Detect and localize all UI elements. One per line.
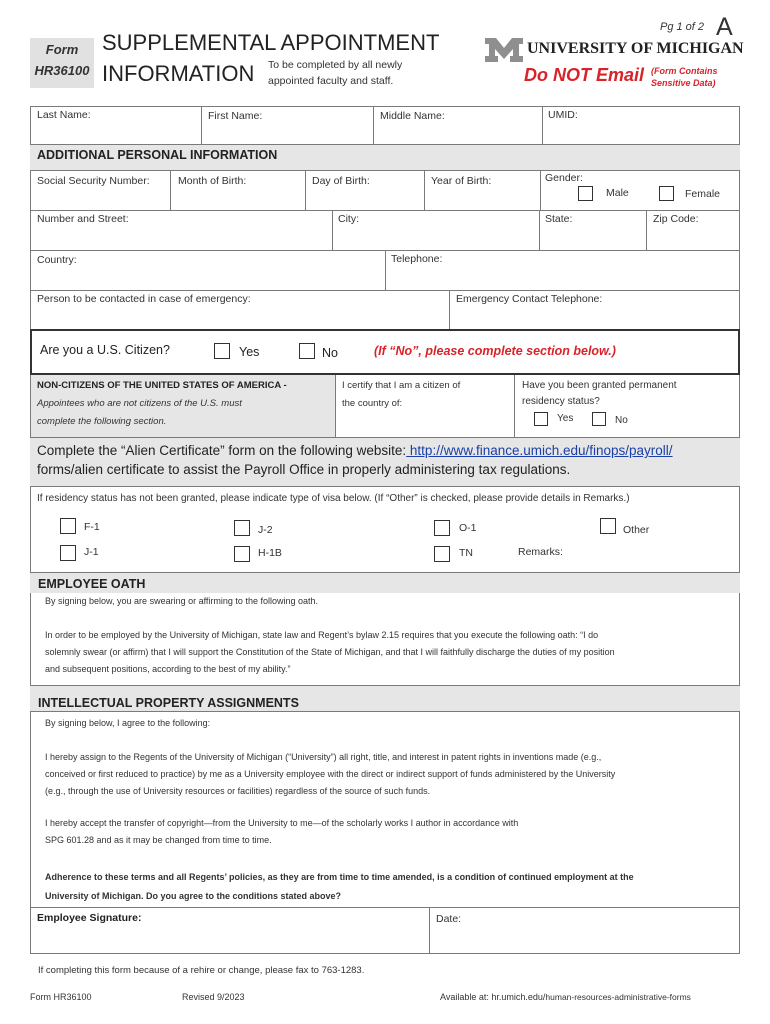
- noncitizen-heading: NON-CITIZENS OF THE UNITED STATES OF AMERICA -: [37, 380, 287, 391]
- page-letter: A: [716, 13, 733, 41]
- footer-form-number: Form HR36100: [30, 992, 92, 1002]
- university-name: UNIVERSITY OF MICHIGAN: [527, 40, 744, 57]
- oath-paragraph-line1: In order to be employed by the University of Michigan, state law and Regent’s bylaw 2.15 requires that you execute the following oath: “I do: [45, 630, 599, 640]
- visa-instruction: If residency status has not been granted, please indicate type of visa below. (If “Other” is checked, please provide details in Remarks.): [37, 493, 630, 504]
- page-number: Pg 1 of 2: [660, 21, 705, 33]
- first-name-label: First Name:: [208, 110, 263, 122]
- ip-patent-line3: (e.g., through the use of University resources or facilities) regardless of the source of such funds.: [45, 786, 431, 796]
- day-of-birth-label: Day of Birth:: [312, 175, 370, 187]
- gender-female-label: Female: [685, 188, 721, 200]
- remarks-label: Remarks:: [518, 546, 563, 558]
- divider: [30, 711, 740, 712]
- form-number: HR36100: [34, 63, 90, 78]
- visa-other-checkbox[interactable]: [600, 518, 616, 534]
- personal-info-heading: ADDITIONAL PERSONAL INFORMATION: [37, 148, 278, 162]
- do-not-email-warning: Do NOT Email: [524, 65, 645, 85]
- country-label: Country:: [37, 254, 77, 266]
- employee-signature-field[interactable]: [31, 908, 429, 953]
- ip-copyright-line1: I hereby accept the transfer of copyright—from the University to me—of the scholarly works I author in accordance with: [45, 818, 519, 828]
- emergency-contact-label: Person to be contacted in case of emergency:: [37, 293, 251, 305]
- emergency-contact-field[interactable]: [31, 291, 449, 329]
- ip-adherence-line1: Adherence to these terms and all Regents’ policies, as they are from time to time amended, is a condition of continued employment at the: [45, 872, 634, 882]
- ip-intro: By signing below, I agree to the following:: [45, 718, 211, 728]
- alien-certificate-line1: [37, 443, 673, 458]
- visa-o1-checkbox[interactable]: [434, 520, 450, 536]
- state-field[interactable]: [540, 211, 646, 249]
- ip-adherence-line2: University of Michigan. Do you agree to the conditions stated above?: [45, 891, 342, 901]
- form-subtitle-line2: appointed faculty and staff.: [268, 75, 394, 87]
- zip-field[interactable]: [647, 211, 739, 249]
- month-of-birth-field[interactable]: [171, 171, 305, 209]
- visa-j2-checkbox[interactable]: [234, 520, 250, 536]
- alien-certificate-line2: forms/alien certificate to assist the Payroll Office in properly administering tax regulations.: [37, 462, 571, 477]
- form-subtitle-line1: To be completed by all newly: [268, 59, 403, 71]
- remarks-field[interactable]: [566, 540, 738, 568]
- footer-available: [440, 992, 691, 1002]
- university-block-m-logo: [484, 37, 524, 63]
- oath-paragraph-line3: and subsequent positions, according to the best of my ability.”: [45, 664, 291, 674]
- residency-no-label: No: [615, 415, 628, 426]
- telephone-field[interactable]: [386, 251, 739, 289]
- country-field[interactable]: [31, 251, 385, 289]
- telephone-label: Telephone:: [391, 253, 443, 265]
- ip-patent-line1: I hereby assign to the Regents of the University of Michigan (“University”) all right, title, and interest in patent rights in inventions made (e.g.,: [45, 752, 602, 762]
- street-label: Number and Street:: [37, 213, 129, 225]
- visa-j1-label: J-1: [84, 546, 99, 558]
- emergency-phone-label: Emergency Contact Telephone:: [456, 293, 603, 305]
- ip-patent-line2: conceived or first reduced to practice) by me as a University employee with the direct or indirect support of funds administered by the University: [45, 769, 616, 779]
- footer-revised: Revised 9/2023: [182, 992, 245, 1002]
- citizen-yes-label: Yes: [239, 345, 260, 359]
- city-label: City:: [338, 213, 359, 225]
- noncitizen-desc-line2: complete the following section.: [37, 416, 167, 427]
- gender-male-label: Male: [606, 187, 629, 199]
- state-label: State:: [545, 213, 573, 225]
- divider: [514, 375, 515, 437]
- employee-signature-label: Employee Signature:: [37, 912, 142, 924]
- divider: [30, 486, 740, 487]
- sensitive-data-note-line2: Sensitive Data): [651, 78, 716, 88]
- visa-j1-checkbox[interactable]: [60, 545, 76, 561]
- visa-tn-checkbox[interactable]: [434, 546, 450, 562]
- ssn-label: Social Security Number:: [37, 175, 150, 187]
- noncitizen-desc-line1: Appointees who are not citizens of the U.S. must: [37, 398, 242, 409]
- umid-label: UMID:: [548, 109, 578, 121]
- citizen-no-label: No: [322, 346, 338, 360]
- divider: [540, 170, 541, 210]
- visa-j2-label: J-2: [258, 524, 273, 536]
- gender-female-checkbox[interactable]: [659, 186, 674, 201]
- residency-yes-checkbox[interactable]: [534, 412, 548, 426]
- residency-yes-label: Yes: [557, 413, 574, 424]
- footer-available-prefix: Available at: hr.umich.edu/: [440, 992, 546, 1002]
- day-of-birth-field[interactable]: [306, 171, 424, 209]
- oath-paragraph-line2: solemnly swear (or affirm) that I will support the Constitution of the State of Michigan, and that I will faithfully discharge the duties of my position: [45, 647, 615, 657]
- middle-name-label: Middle Name:: [380, 110, 445, 122]
- alien-certificate-text: Complete the “Alien Certificate” form on the following website:: [37, 443, 407, 458]
- ip-heading: INTELLECTUAL PROPERTY ASSIGNMENTS: [38, 696, 299, 710]
- citizen-no-note: (If “No”, please complete section below.): [374, 344, 616, 358]
- emergency-phone-field[interactable]: [450, 291, 739, 329]
- year-of-birth-label: Year of Birth:: [431, 175, 492, 187]
- visa-tn-label: TN: [459, 547, 473, 559]
- block-m-icon: [484, 37, 524, 63]
- ip-copyright-line2: SPG 601.28 and as it may be changed from time to time.: [45, 835, 272, 845]
- ssn-field[interactable]: [31, 171, 170, 209]
- year-of-birth-field[interactable]: [425, 171, 540, 209]
- residency-line2: residency status?: [522, 396, 600, 407]
- form-label: Form: [45, 42, 79, 57]
- fax-note: If completing this form because of a rehire or change, please fax to 763-1283.: [38, 965, 365, 976]
- citizen-question: Are you a U.S. Citizen?: [40, 343, 170, 357]
- month-of-birth-label: Month of Birth:: [178, 175, 247, 187]
- certify-citizen-line2: the country of:: [342, 398, 403, 409]
- visa-o1-label: O-1: [459, 522, 477, 534]
- gender-male-checkbox[interactable]: [578, 186, 593, 201]
- date-field[interactable]: [430, 908, 739, 953]
- zip-label: Zip Code:: [653, 213, 699, 225]
- gender-label: Gender:: [545, 172, 583, 184]
- certify-citizen-line1: I certify that I am a citizen of: [342, 380, 461, 391]
- footer-forms-link[interactable]: human-resources-administrative-forms: [545, 992, 691, 1002]
- date-label: Date:: [436, 913, 462, 925]
- oath-intro: By signing below, you are swearing or affirming to the following oath.: [45, 596, 318, 606]
- form-title-line1: SUPPLEMENTAL APPOINTMENT: [102, 30, 440, 55]
- oath-heading: EMPLOYEE OATH: [38, 577, 146, 591]
- visa-other-label: Other: [623, 524, 650, 536]
- street-field[interactable]: [31, 211, 332, 249]
- residency-line1: Have you been granted permanent: [522, 380, 677, 391]
- visa-f1-label: F-1: [84, 521, 100, 533]
- city-field[interactable]: [333, 211, 539, 249]
- visa-h1b-label: H-1B: [258, 547, 282, 559]
- sensitive-data-note-line1: (Form Contains: [651, 66, 718, 76]
- citizen-yes-checkbox[interactable]: [214, 343, 230, 359]
- visa-f1-checkbox[interactable]: [60, 518, 76, 534]
- last-name-label: Last Name:: [37, 109, 91, 121]
- residency-no-checkbox[interactable]: [592, 412, 606, 426]
- form-title-line2: INFORMATION: [102, 61, 255, 86]
- citizen-no-checkbox[interactable]: [299, 343, 315, 359]
- payroll-forms-link[interactable]: http://www.finance.umich.edu/finops/payroll/: [406, 443, 673, 458]
- visa-h1b-checkbox[interactable]: [234, 546, 250, 562]
